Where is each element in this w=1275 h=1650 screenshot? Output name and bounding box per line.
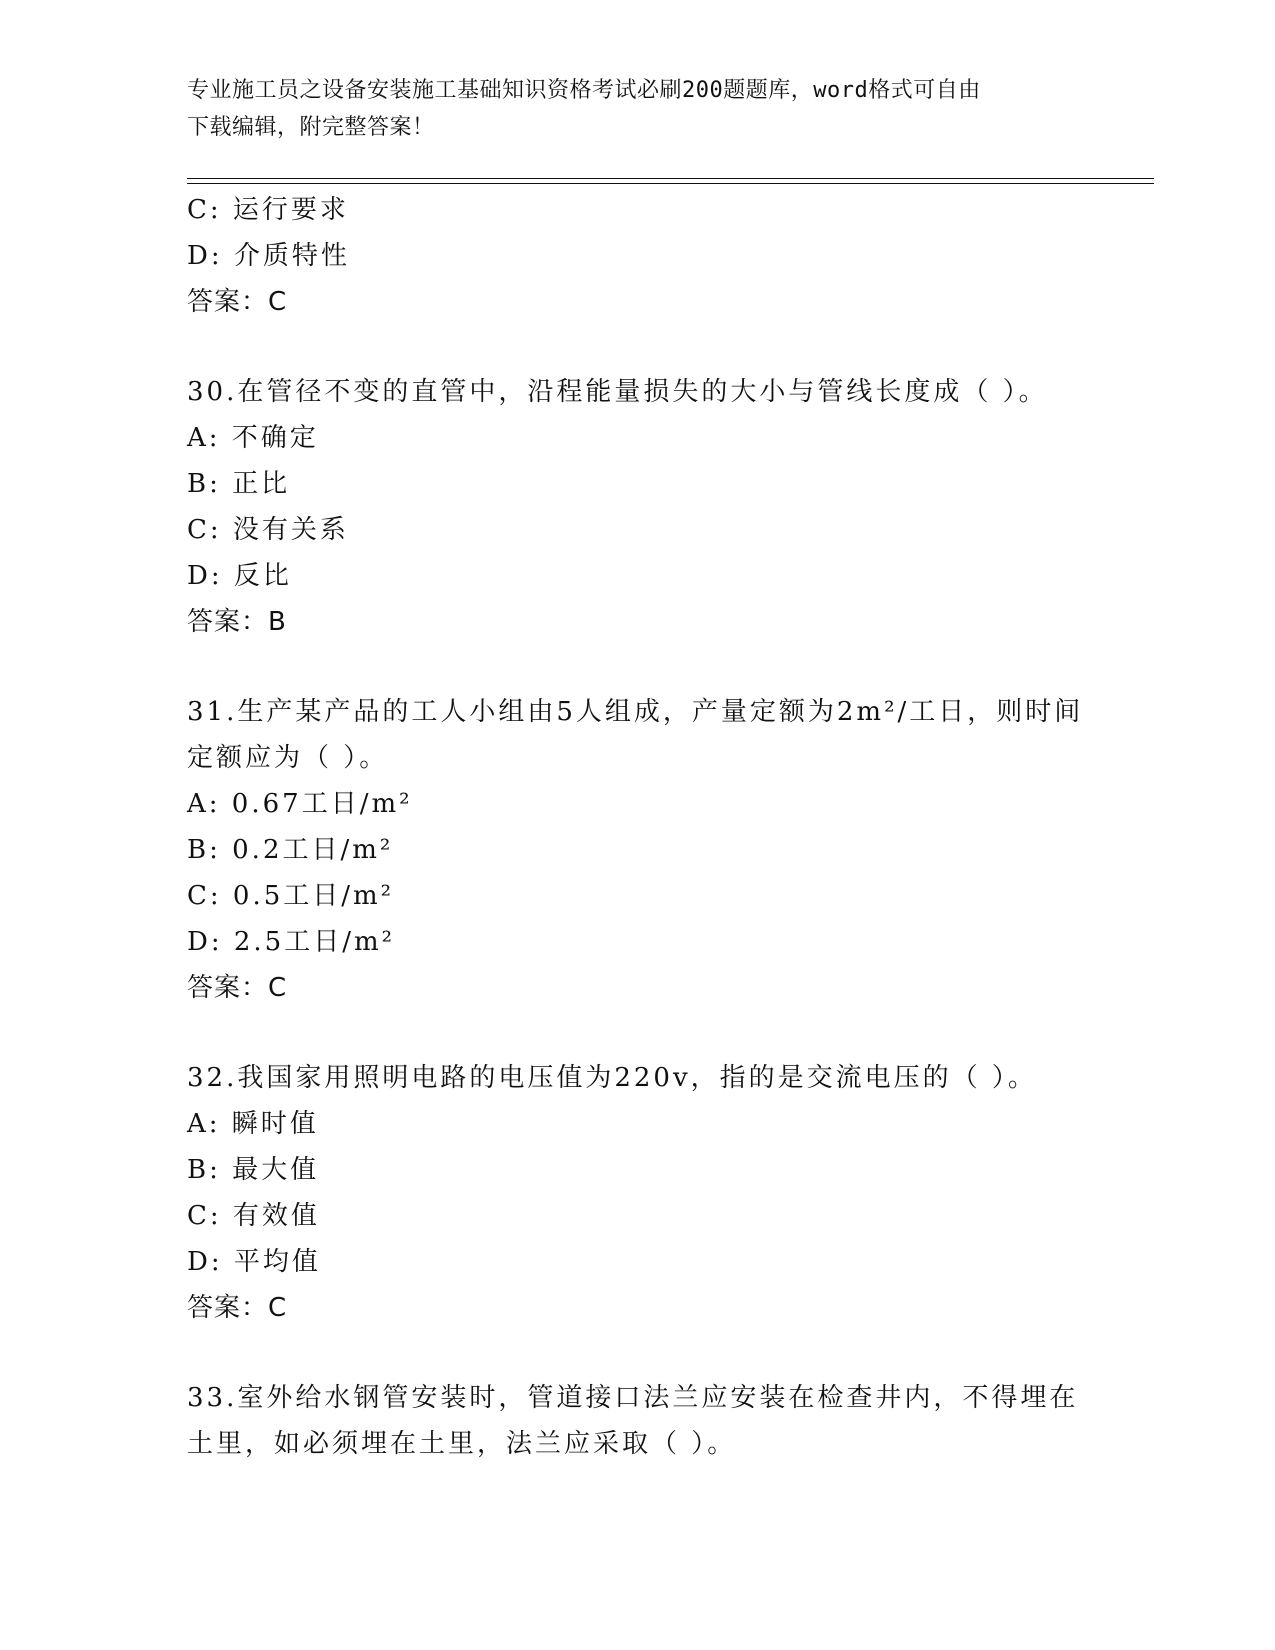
option-d: D: 2.5工日/m² bbox=[187, 927, 396, 957]
answer-line: 答案：B bbox=[187, 607, 287, 637]
option-b: B: 0.2工日/m² bbox=[187, 835, 394, 865]
spacer bbox=[187, 1011, 1087, 1055]
header-rule-bottom bbox=[187, 183, 1154, 184]
answer-line: 答案：C bbox=[187, 287, 288, 317]
option-a: A: 不确定 bbox=[187, 423, 319, 453]
header-rule-top bbox=[187, 178, 1154, 179]
header-line-2: 下载编辑，附完整答案！ bbox=[187, 115, 435, 140]
option-d: D: 介质特性 bbox=[187, 241, 350, 271]
question-30 bbox=[187, 369, 1087, 645]
option-d: D: 平均值 bbox=[187, 1247, 321, 1277]
question-32 bbox=[187, 1055, 1087, 1331]
answer-line: 答案：C bbox=[187, 973, 288, 1003]
answer-line: 答案：C bbox=[187, 1293, 288, 1323]
option-c: C: 运行要求 bbox=[187, 195, 349, 225]
option-b: B: 最大值 bbox=[187, 1155, 320, 1185]
spacer bbox=[187, 645, 1087, 689]
option-c: C: 有效值 bbox=[187, 1201, 320, 1231]
spacer bbox=[187, 325, 1087, 369]
question-text: 30.在管径不变的直管中，沿程能量损失的大小与管线长度成（ ）。 bbox=[187, 377, 1048, 407]
option-c: C: 没有关系 bbox=[187, 515, 349, 545]
question-text: 33.室外给水钢管安装时，管道接口法兰应安装在检查井内，不得埋在 bbox=[187, 1383, 1079, 1413]
header-line-1: 专业施工员之设备安装施工基础知识资格考试必刷200题题库，word格式可自由 bbox=[187, 78, 981, 103]
option-a: A: 瞬时值 bbox=[187, 1109, 319, 1139]
question-text-continued: 定额应为（ ）。 bbox=[187, 743, 389, 773]
question-list bbox=[187, 187, 1087, 1467]
question-text: 31.生产某产品的工人小组由5人组成，产量定额为2m²/工日，则时间 bbox=[187, 697, 1084, 727]
question-33 bbox=[187, 1375, 1087, 1467]
question-text-continued: 土里，如必须埋在土里，法兰应采取（ ）。 bbox=[187, 1429, 737, 1459]
question-31 bbox=[187, 689, 1087, 1011]
option-c: C: 0.5工日/m² bbox=[187, 881, 395, 911]
option-a: A: 0.67工日/m² bbox=[187, 789, 413, 819]
option-d: D: 反比 bbox=[187, 561, 292, 591]
question-text: 32.我国家用照明电路的电压值为220v，指的是交流电压的（ ）。 bbox=[187, 1063, 1037, 1093]
spacer bbox=[187, 1331, 1087, 1375]
document-header bbox=[187, 72, 1087, 146]
question-fragment bbox=[187, 187, 1087, 325]
option-b: B: 正比 bbox=[187, 469, 291, 499]
